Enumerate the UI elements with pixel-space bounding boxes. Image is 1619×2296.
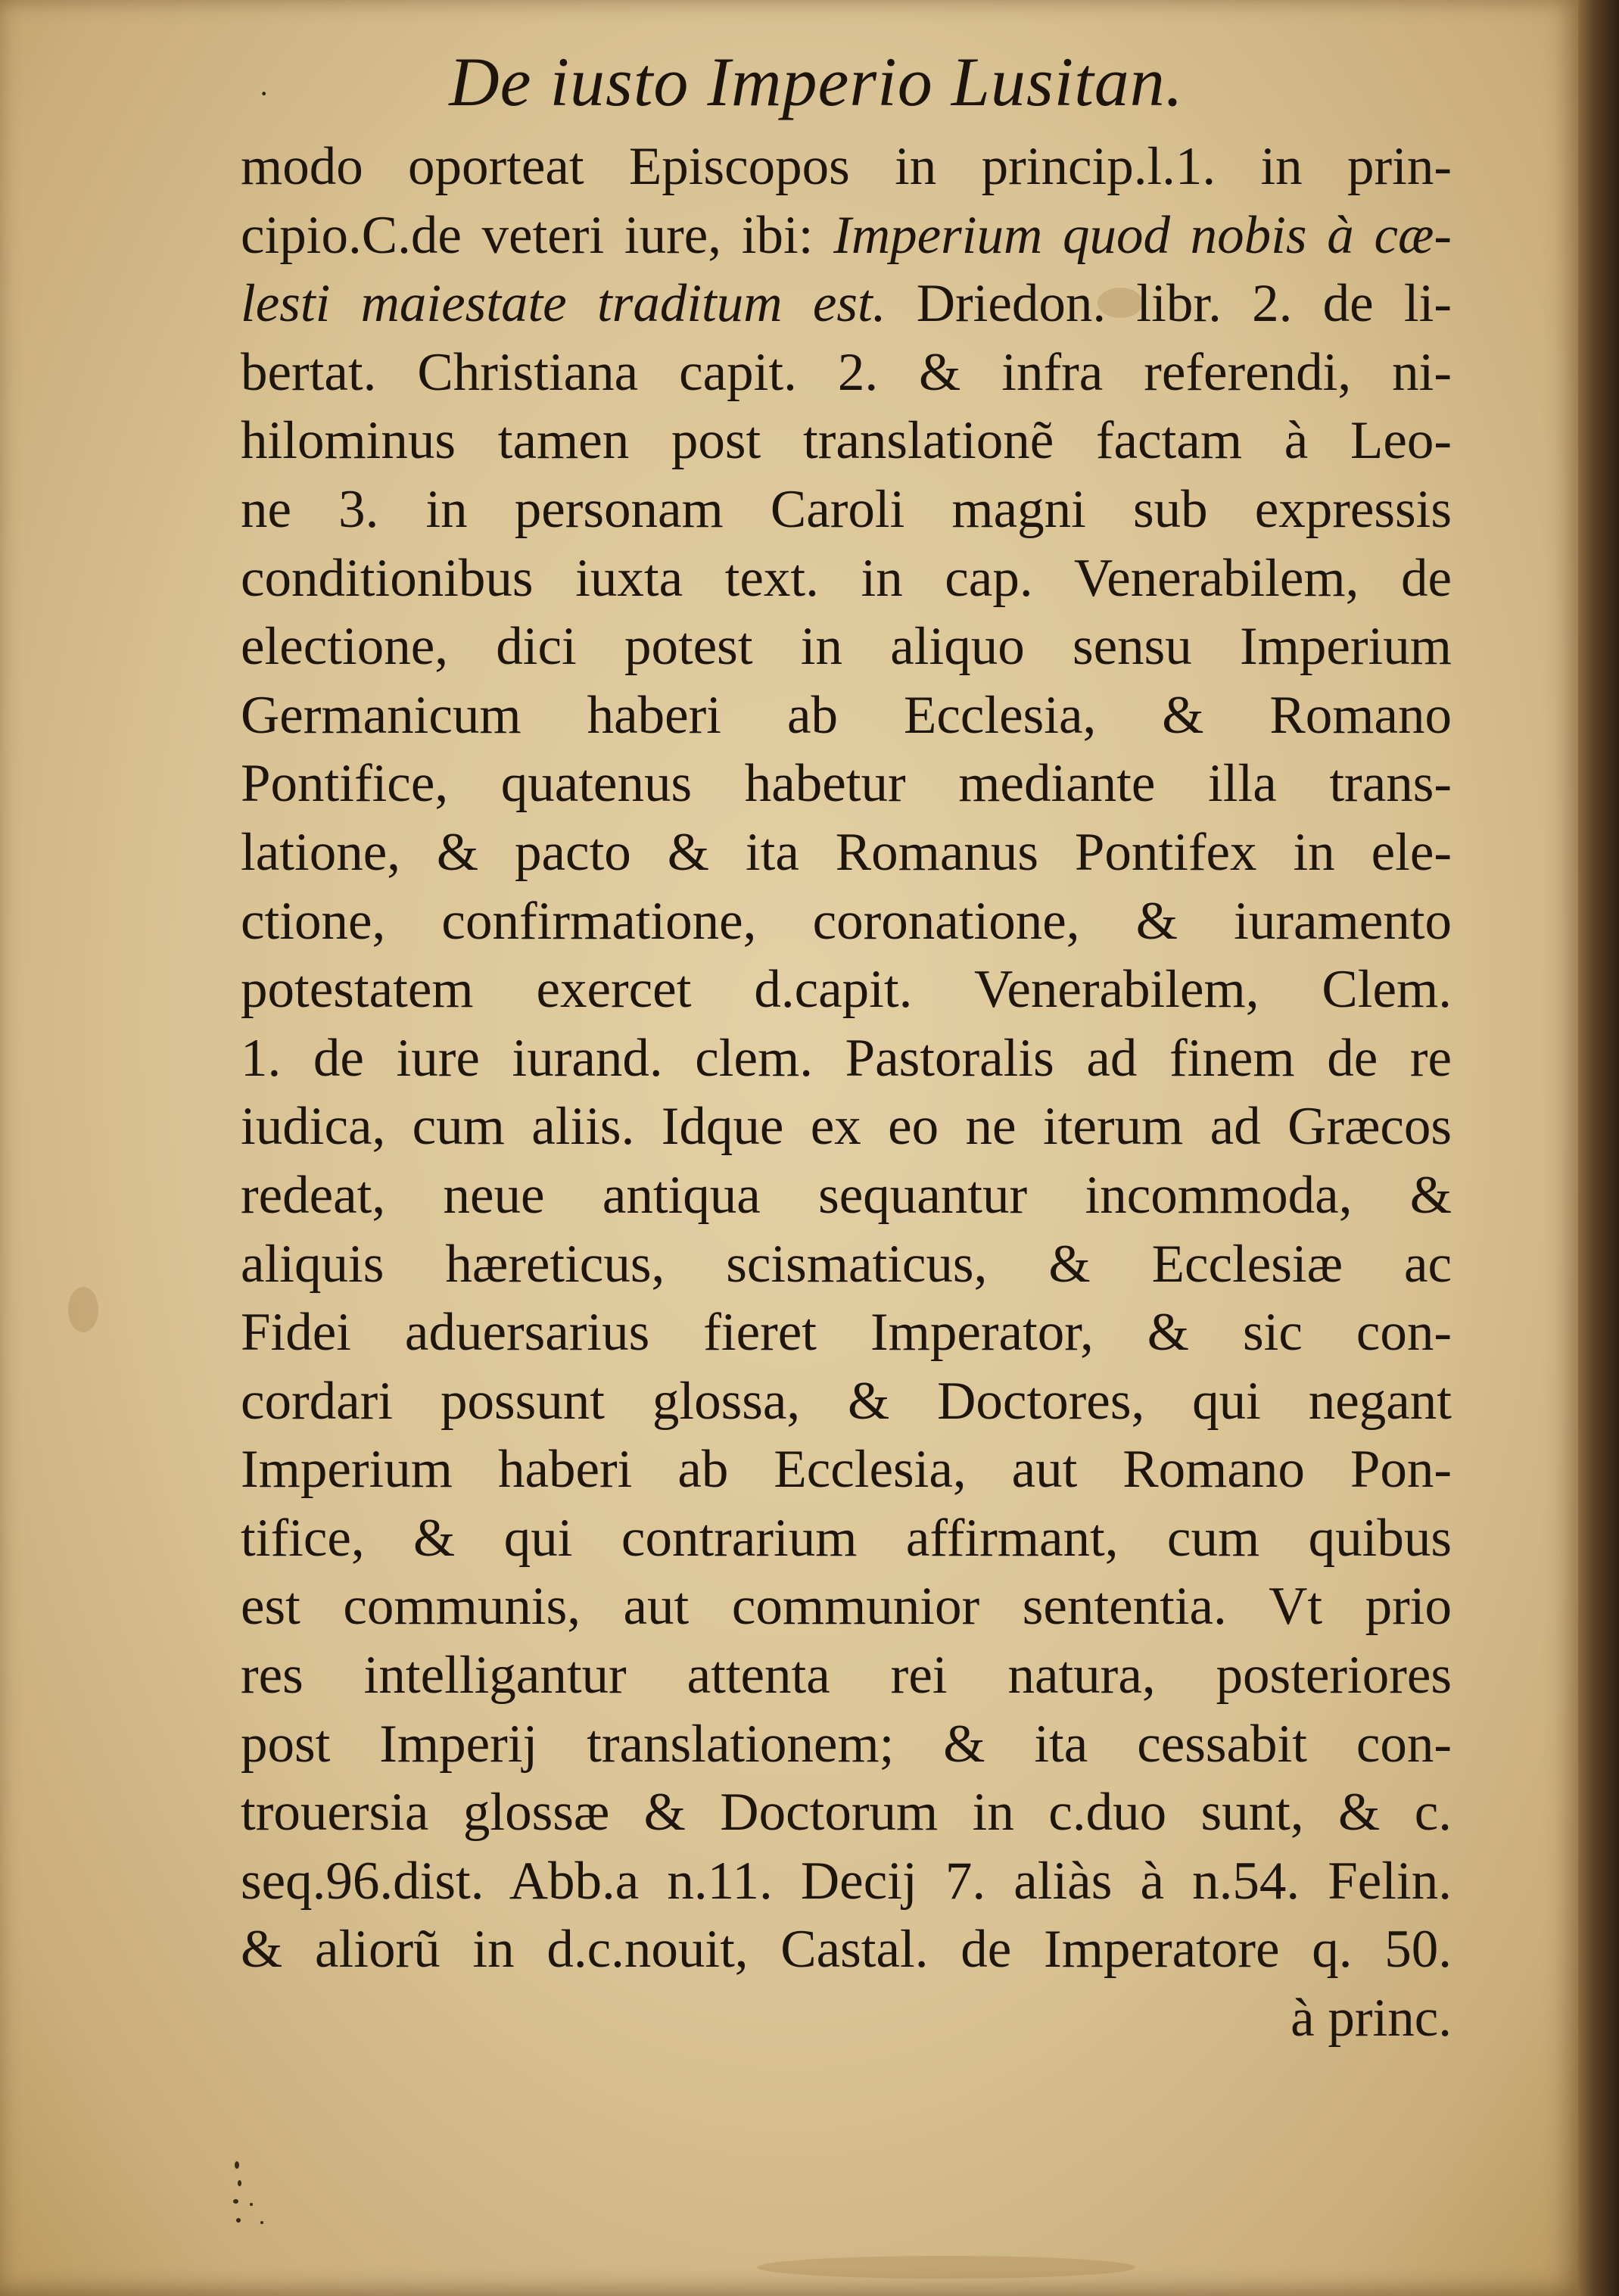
text-line: lesti maiestate traditum est. Driedon. libr. 2. de li- (241, 274, 1452, 334)
text-line: bertat. Christiana capit. 2. & infra referendi, ni- (241, 342, 1452, 402)
text-line: aliquis hæreticus, scismaticus, & Ecclesiæ ac (241, 1234, 1452, 1294)
text-line: tifice, & qui contrarium affirmant, cum quibus (241, 1508, 1452, 1568)
text-line: à princ. (1291, 1989, 1452, 2048)
text-line: res intelligantur attenta rei natura, posteriores (241, 1646, 1452, 1706)
text-line: latione, & pacto & ita Romanus Pontifex in ele- (241, 822, 1452, 882)
text-line: trouersia glossæ & Doctorum in c.duo sunt, & c. (241, 1783, 1452, 1843)
running-head: De iusto Imperio Lusitan. (449, 43, 1184, 120)
ornament-dot: · (259, 76, 269, 111)
book-gutter (1578, 0, 1619, 2296)
text-line: modo oporteat Episcopos in princip.l.1. in prin- (241, 137, 1452, 196)
text-line: hilominus tamen post translationẽ factam à Leo- (241, 411, 1452, 471)
text-line: cipio.C.de veteri iure, ibi: Imperium quod nobis à cæ- (241, 205, 1452, 265)
text-line: seq.96.dist. Abb.a n.11. Decij 7. aliàs à n.54. Felin. (241, 1851, 1452, 1911)
text-line: 1. de iure iurand. clem. Pastoralis ad finem de re (241, 1028, 1452, 1088)
text-line: conditionibus iuxta text. in cap. Venerabilem, de (241, 548, 1452, 608)
text-line: cordari possunt glossa, & Doctores, qui negant (241, 1371, 1452, 1431)
text-line: & aliorũ in d.c.nouit, Castal. de Imperatore q. 50. (241, 1920, 1452, 1980)
text-line: Pontifice, quatenus habetur mediante illa trans- (241, 754, 1452, 814)
text-line: iudica, cum aliis. Idque ex eo ne iterum ad Græcos (241, 1097, 1452, 1157)
ink-specks (227, 2157, 288, 2248)
text-line: redeat, neue antiqua sequantur incommoda, & (241, 1165, 1452, 1225)
page-stain (757, 2256, 1135, 2279)
text-line: ne 3. in personam Caroli magni sub expressis (241, 479, 1452, 539)
text-line: post Imperij translationem; & ita cessabit con- (241, 1714, 1452, 1774)
text-line: ctione, confirmatione, coronatione, & iuramento (241, 891, 1452, 951)
text-line: Imperium haberi ab Ecclesia, aut Romano Pon- (241, 1440, 1452, 1500)
text-line: est communis, aut communior sententia. Vt prio (241, 1577, 1452, 1637)
page-stain (68, 1287, 98, 1332)
body-text (241, 132, 1452, 2053)
text-line: Germanicum haberi ab Ecclesia, & Romano (241, 685, 1452, 745)
text-line: potestatem exercet d.capit. Venerabilem, Clem. (241, 960, 1452, 1020)
text-line: Fidei aduersarius fieret Imperator, & sic con- (241, 1303, 1452, 1363)
text-line: electione, dici potest in aliquo sensu Imperium (241, 617, 1452, 677)
